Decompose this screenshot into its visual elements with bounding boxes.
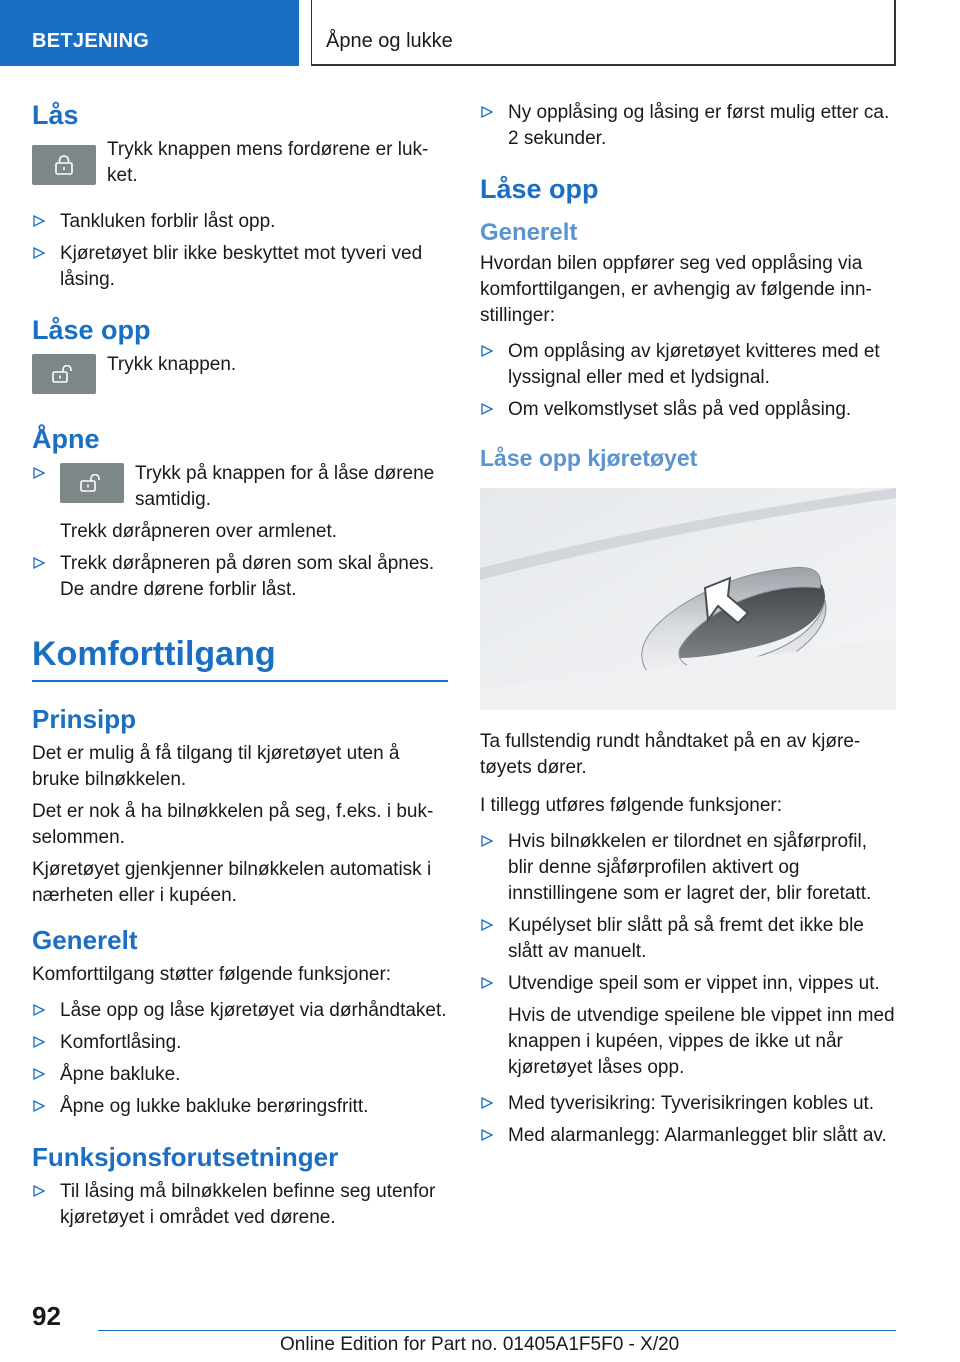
- triangle-bullet-icon: [480, 834, 494, 848]
- list-item: Med alarmanlegg: Alarmanlegget blir slått av.: [480, 1123, 896, 1149]
- list-item: Kupélyset blir slått på så fremt det ikke ble slått av manuelt.: [480, 913, 896, 965]
- triangle-bullet-icon: [32, 1184, 46, 1198]
- speil-continuation: Hvis de utvendige speilene ble vippet inn med knappen i kupéen, vippes de ikke ut når kjøretøyet låses opp.: [508, 1005, 895, 1078]
- triangle-bullet-icon: [32, 556, 46, 570]
- triangle-bullet-icon: [480, 402, 494, 416]
- triangle-bullet-icon: [32, 466, 46, 480]
- heading-las: Lås: [32, 100, 79, 130]
- footer-divider: [98, 1330, 896, 1331]
- list-item: Komfortlåsing.: [32, 1030, 448, 1056]
- unlock-button-icon: [60, 463, 124, 503]
- triangle-bullet-icon: [480, 344, 494, 358]
- list-item: Ny opplåsing og låsing er først mulig etter ca. 2 sekunder.: [480, 100, 896, 152]
- lock-button-icon: [32, 145, 96, 185]
- section-tab: BETJENING: [0, 0, 299, 66]
- heading-funksjonsforutsetninger: Funksjonsforutsetninger: [32, 1142, 339, 1172]
- unlock-button-icon: [32, 354, 96, 394]
- triangle-bullet-icon: [32, 214, 46, 228]
- paragraph: Ta fullstendig rundt håndtaket på en av kjøre-tøyets dører.: [480, 731, 861, 778]
- heading-prinsipp: Prinsipp: [32, 704, 137, 734]
- forutsetninger-bullets: [32, 1179, 448, 1231]
- generelt-right-bullets: [480, 339, 896, 423]
- triangle-bullet-icon: [32, 1099, 46, 1113]
- paragraph: I tillegg utføres følgende funksjoner:: [480, 795, 783, 816]
- list-item: Hvis bilnøkkelen er tilordnet en sjåførprofil, blir denne sjåførprofilen aktivert og innstillingene som er lagret der, blir foretatt.: [480, 829, 896, 907]
- functions-bullets-2: [480, 1091, 896, 1149]
- las-text: Trykk knappen mens fordørene er luk-ket.: [107, 139, 429, 186]
- list-item: Utvendige speil som er vippet inn, vippes ut.: [480, 971, 896, 997]
- functions-bullets: [480, 829, 896, 997]
- triangle-bullet-icon: [32, 1035, 46, 1049]
- heading-generelt-right: Generelt: [480, 219, 578, 246]
- chapter-title: Åpne og lukke: [311, 0, 896, 66]
- triangle-bullet-icon: [480, 918, 494, 932]
- list-item: Låse opp og låse kjøretøyet via dørhåndtaket.: [32, 998, 448, 1024]
- paragraph: Det er mulig å få tilgang til kjøretøyet uten å bruke bilnøkkelen.: [32, 743, 400, 790]
- lase-opp-text: Trykk knappen.: [107, 354, 237, 375]
- apne-bullet1-cont: Trekk døråpneren over armlenet.: [60, 521, 338, 542]
- paragraph: Det er nok å ha bilnøkkelen på seg, f.eks. i buk-selommen.: [32, 801, 434, 848]
- heading-lase-opp-right: Låse opp: [480, 174, 599, 204]
- heading-lase-opp: Låse opp: [32, 315, 151, 345]
- left-column: [32, 100, 448, 1243]
- triangle-bullet-icon: [480, 976, 494, 990]
- page-number: 92: [32, 1301, 61, 1331]
- list-item: Åpne bakluke.: [32, 1062, 448, 1088]
- paragraph: Kjøretøyet gjenkjenner bilnøkkelen automatisk i nærheten eller i kupéen.: [32, 859, 432, 906]
- chapter-komforttilgang: Komforttilgang: [32, 635, 448, 682]
- las-bullets: [32, 209, 448, 293]
- list-item: Til låsing må bilnøkkelen befinne seg utenfor kjøretøyet i området ved dørene.: [32, 1179, 448, 1231]
- heading-apne: Åpne: [32, 424, 100, 454]
- paragraph: Hvordan bilen oppfører seg ved opplåsing via komforttilgangen, er avhengig av følgende inn-stillinger:: [480, 253, 872, 326]
- paragraph: Komforttilgang støtter følgende funksjoner:: [32, 964, 392, 985]
- lase-opp-icon-row: [32, 352, 448, 394]
- right-column: [480, 100, 896, 1161]
- heading-lase-opp-kjoretoyet: Låse opp kjøretøyet: [480, 445, 698, 471]
- triangle-bullet-icon: [480, 1128, 494, 1142]
- triangle-bullet-icon: [32, 1067, 46, 1081]
- list-item: Åpne og lukke bakluke berøringsfritt.: [32, 1094, 448, 1120]
- footer-text: Online Edition for Part no. 01405A1F5F0 - X/20: [280, 1334, 680, 1355]
- heading-generelt-left: Generelt: [32, 925, 138, 955]
- top-bullets: [480, 100, 896, 152]
- list-item: Tankluken forblir låst opp.: [32, 209, 448, 235]
- generelt-bullets: [32, 998, 448, 1120]
- triangle-bullet-icon: [480, 1096, 494, 1110]
- list-item: Med tyverisikring: Tyverisikringen kobles ut.: [480, 1091, 896, 1117]
- list-item: Om velkomstlyset slås på ved opplåsing.: [480, 397, 896, 423]
- page-header: [0, 0, 960, 66]
- apne-bullets: [32, 461, 448, 603]
- triangle-bullet-icon: [32, 246, 46, 260]
- list-item: Om opplåsing av kjøretøyet kvitteres med et lyssignal eller med et lydsignal.: [480, 339, 896, 391]
- triangle-bullet-icon: [32, 1003, 46, 1017]
- door-handle-illustration: [480, 488, 896, 710]
- list-item: Trykk på knappen for å låse dørene samtidig. Trekk døråpneren over armlenet.: [32, 461, 448, 545]
- las-icon-row: [32, 137, 448, 189]
- list-item: Kjøretøyet blir ikke beskyttet mot tyveri ved låsing.: [32, 241, 448, 293]
- triangle-bullet-icon: [480, 105, 494, 119]
- list-item: Trekk døråpneren på døren som skal åpnes. De andre dørene forblir låst.: [32, 551, 448, 603]
